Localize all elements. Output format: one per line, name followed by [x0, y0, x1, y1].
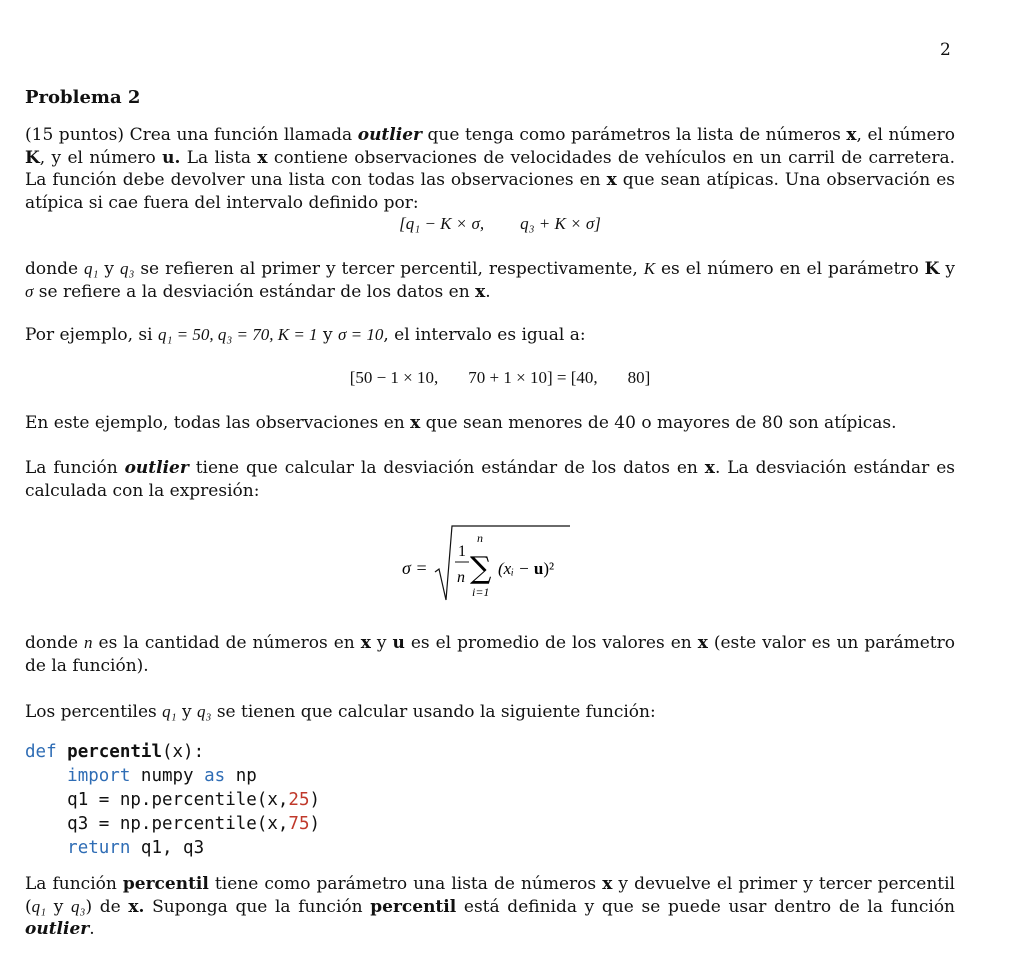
definition-paragraph: donde q₁ y q₃ se refieren al primer y tercer percentil, respectivamente, K es el número en el parámetro K y σ se refiere a la desviación estándar de los datos en x. — [25, 259, 955, 302]
example-paragraph: Por ejemplo, si q₁ = 50, q₃ = 70, K = 1 y σ = 10, el intervalo es igual a: — [25, 325, 586, 345]
example-formula: [50 − 1 × 10, 70 + 1 × 10] = [40, 80] — [349, 368, 651, 387]
code-block-percentil: def percentil(x): import numpy as np q1 = np.percentile(x,25) q3 = np.percentile(x,75) return q1, q3 — [25, 742, 321, 858]
summation-symbol: ∑ — [470, 551, 492, 586]
sigma-lhs: σ = — [402, 558, 428, 578]
sum-lower-limit: i=1 — [472, 585, 490, 599]
problem-heading: Problema 2 — [25, 87, 141, 108]
std-deviation-formula — [402, 520, 602, 610]
sum-term: (xᵢ − u)² — [498, 559, 555, 578]
problem-statement: (15 puntos) Crea una función llamada outlier que tenga como parámetros la lista de números x, el número K, y el número u. La lista x contiene observaciones de velocidades de vehículos en un carril de carretera. La función debe devolver una lista con todas las observaciones en x que sean atípicas. Una observación es atípica si cae fuera del intervalo definido por: — [25, 125, 956, 213]
sum-upper-limit: n — [477, 531, 483, 545]
page-number: 2 — [940, 40, 951, 60]
interval-formula: [q₁ − K × σ, q₃ + K × σ] — [399, 214, 601, 233]
percentile-intro: Los percentiles q₁ y q₃ se tienen que calcular usando la siguiente función: — [25, 702, 656, 722]
example-conclusion: En este ejemplo, todas las observaciones en x que sean menores de 40 o mayores de 80 son atípicas. — [25, 413, 897, 433]
std-intro-paragraph: La función outlier tiene que calcular la desviación estándar de los datos en x. La desviación estándar es calculada con la expresión: — [25, 458, 955, 501]
fraction-numerator: 1 — [458, 543, 466, 560]
function-name-outlier: outlier — [357, 125, 422, 145]
percentil-description: La función percentil tiene como parámetro una lista de números x y devuelve el primer y tercer percentil (q₁ y q₃) de x. Suponga que la función percentil está definida y que se puede usar dentro de la función outlier. — [25, 874, 955, 939]
fraction-denominator: n — [457, 569, 465, 586]
n-definition-paragraph: donde n es la cantidad de números en x y u es el promedio de los valores en x (este valor es un parámetro de la función). — [25, 633, 955, 676]
